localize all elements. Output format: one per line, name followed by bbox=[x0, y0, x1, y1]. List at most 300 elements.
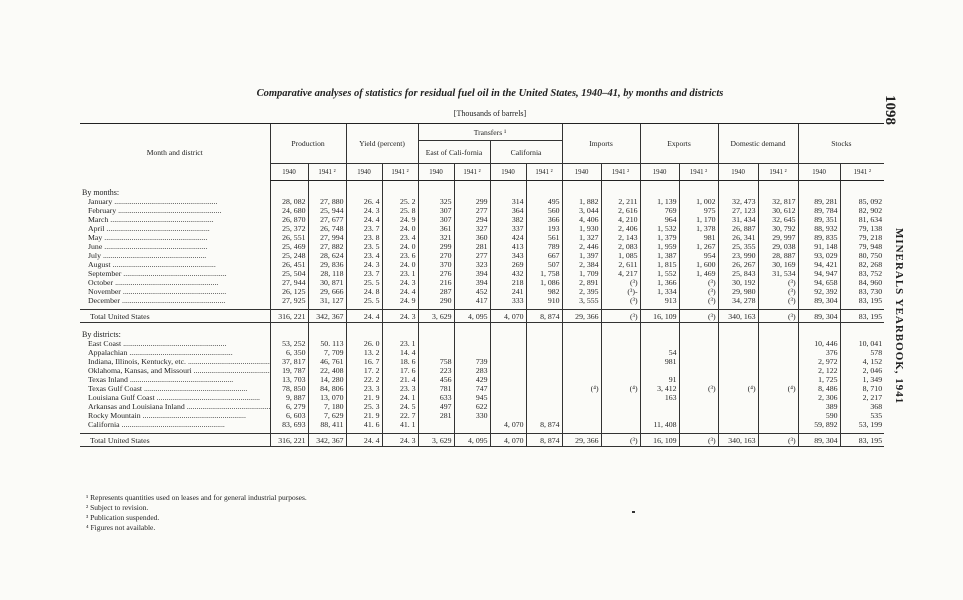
cell-value: 2, 406 bbox=[601, 224, 640, 233]
cell-value: 27, 123 bbox=[718, 206, 758, 215]
cell-value: 25. 5 bbox=[346, 278, 382, 287]
cell-value: 3, 629 bbox=[418, 310, 454, 323]
cell-value: 24. 3 bbox=[382, 278, 418, 287]
cell-value bbox=[490, 366, 526, 375]
cell-value bbox=[562, 420, 601, 429]
cell-value: 29, 836 bbox=[308, 260, 346, 269]
cell-value: 667 bbox=[526, 251, 562, 260]
year-header: 1940 bbox=[562, 164, 601, 181]
cell-value: 4, 210 bbox=[601, 215, 640, 224]
cell-value bbox=[758, 375, 798, 384]
cell-value: 32, 645 bbox=[758, 215, 798, 224]
cell-value: (³) bbox=[679, 384, 718, 393]
cell-value: 340, 163 bbox=[718, 310, 758, 323]
cell-value: 2, 306 bbox=[798, 393, 840, 402]
cell-value: 17. 2 bbox=[346, 366, 382, 375]
cell-value: 30, 192 bbox=[718, 278, 758, 287]
cell-value: 24. 3 bbox=[346, 206, 382, 215]
cell-value: 389 bbox=[798, 402, 840, 411]
cell-value: 32, 817 bbox=[758, 197, 798, 206]
cell-value bbox=[490, 393, 526, 402]
row-label: Arkansas and Louisiana Inland ..... bbox=[80, 402, 270, 411]
year-header: 1940 bbox=[718, 164, 758, 181]
cell-value: 982 bbox=[526, 287, 562, 296]
months-total-row bbox=[80, 310, 884, 323]
cell-value bbox=[718, 393, 758, 402]
cell-value: 417 bbox=[454, 296, 490, 305]
cell-value: 25. 2 bbox=[382, 197, 418, 206]
cell-value: 24. 8 bbox=[346, 287, 382, 296]
cell-value: 41. 6 bbox=[346, 420, 382, 429]
cell-value: 294 bbox=[454, 215, 490, 224]
row-label: February ..... bbox=[80, 206, 270, 215]
cell-value bbox=[718, 375, 758, 384]
cell-value: 316, 221 bbox=[270, 434, 308, 447]
cell-value bbox=[640, 411, 679, 420]
districts-total-row bbox=[80, 434, 884, 447]
cell-value: 16, 109 bbox=[640, 310, 679, 323]
cell-value: 23. 1 bbox=[382, 339, 418, 348]
cell-value: 23. 6 bbox=[382, 251, 418, 260]
cell-value bbox=[718, 402, 758, 411]
cell-value bbox=[526, 375, 562, 384]
cell-value: 46, 761 bbox=[308, 357, 346, 366]
cell-value bbox=[679, 339, 718, 348]
cell-value bbox=[490, 339, 526, 348]
district-row bbox=[80, 393, 884, 402]
cell-value: (⁴) bbox=[758, 384, 798, 393]
cell-value bbox=[718, 357, 758, 366]
header-exports: Exports bbox=[640, 124, 718, 164]
cell-value: 27, 677 bbox=[308, 215, 346, 224]
cell-value: 758 bbox=[418, 357, 454, 366]
cell-value: 25. 8 bbox=[382, 206, 418, 215]
cell-value: 1, 959 bbox=[640, 242, 679, 251]
year-header: 1940 bbox=[346, 164, 382, 181]
cell-value: 964 bbox=[640, 215, 679, 224]
cell-value bbox=[526, 357, 562, 366]
cell-value bbox=[562, 357, 601, 366]
cell-value: 8, 710 bbox=[840, 384, 884, 393]
cell-value: 30, 169 bbox=[758, 260, 798, 269]
year-header: 1941 ² bbox=[601, 164, 640, 181]
cell-value: 25, 944 bbox=[308, 206, 346, 215]
cell-value: 163 bbox=[640, 393, 679, 402]
cell-value: 24. 4 bbox=[382, 287, 418, 296]
cell-value bbox=[454, 420, 490, 429]
cell-value: 1, 139 bbox=[640, 197, 679, 206]
cell-value: 23. 1 bbox=[382, 269, 418, 278]
cell-value: (³) bbox=[679, 434, 718, 447]
cell-value bbox=[679, 348, 718, 357]
cell-value: 27, 925 bbox=[270, 296, 308, 305]
running-head: MINERALS YEARBOOK, 1941 bbox=[893, 228, 905, 405]
cell-value: 1, 469 bbox=[679, 269, 718, 278]
cell-value: (³) bbox=[758, 287, 798, 296]
cell-value: 94, 947 bbox=[798, 269, 840, 278]
cell-value: 91 bbox=[640, 375, 679, 384]
cell-value: 2, 611 bbox=[601, 260, 640, 269]
cell-value: (⁴) bbox=[601, 384, 640, 393]
cell-value: (³) bbox=[679, 287, 718, 296]
cell-value: 24. 3 bbox=[382, 310, 418, 323]
cell-value: 24. 5 bbox=[382, 402, 418, 411]
cell-value: 25, 469 bbox=[270, 242, 308, 251]
cell-value: 89, 784 bbox=[798, 206, 840, 215]
cell-value bbox=[562, 348, 601, 357]
cell-value: 84, 806 bbox=[308, 384, 346, 393]
cell-value: (³) bbox=[758, 296, 798, 305]
cell-value: 24. 4 bbox=[346, 434, 382, 447]
cell-value: 53, 252 bbox=[270, 339, 308, 348]
cell-value bbox=[526, 366, 562, 375]
cell-value: (³)- bbox=[601, 287, 640, 296]
cell-value: 276 bbox=[418, 269, 454, 278]
district-row bbox=[80, 402, 884, 411]
cell-value: 24. 3 bbox=[346, 260, 382, 269]
cell-value: 1, 267 bbox=[679, 242, 718, 251]
month-row bbox=[80, 260, 884, 269]
cell-value: 30, 871 bbox=[308, 278, 346, 287]
cell-value: 497 bbox=[418, 402, 454, 411]
district-row bbox=[80, 357, 884, 366]
cell-value: 633 bbox=[418, 393, 454, 402]
cell-value: 3, 629 bbox=[418, 434, 454, 447]
cell-value: 8, 874 bbox=[526, 420, 562, 429]
cell-value: 1, 552 bbox=[640, 269, 679, 278]
cell-value: 277 bbox=[454, 251, 490, 260]
cell-value: 8, 874 bbox=[526, 310, 562, 323]
cell-value: 19, 787 bbox=[270, 366, 308, 375]
cell-value: 342, 367 bbox=[308, 434, 346, 447]
cell-value: 29, 980 bbox=[718, 287, 758, 296]
cell-value: 21. 4 bbox=[382, 375, 418, 384]
cell-value: 26. 0 bbox=[346, 339, 382, 348]
cell-value: (³) bbox=[601, 310, 640, 323]
cell-value: 89, 304 bbox=[798, 296, 840, 305]
cell-value: 28, 118 bbox=[308, 269, 346, 278]
year-header: 1940 bbox=[798, 164, 840, 181]
cell-value: 23. 7 bbox=[346, 224, 382, 233]
cell-value: 337 bbox=[490, 224, 526, 233]
cell-value bbox=[679, 357, 718, 366]
cell-value: 622 bbox=[454, 402, 490, 411]
cell-value: 361 bbox=[418, 224, 454, 233]
cell-value: 2, 046 bbox=[840, 366, 884, 375]
cell-value bbox=[601, 339, 640, 348]
cell-value: 78, 850 bbox=[270, 384, 308, 393]
year-header: 1940 bbox=[418, 164, 454, 181]
cell-value: 80, 750 bbox=[840, 251, 884, 260]
cell-value: 25, 355 bbox=[718, 242, 758, 251]
cell-value: 22. 7 bbox=[382, 411, 418, 420]
cell-value bbox=[562, 393, 601, 402]
cell-value: 83, 730 bbox=[840, 287, 884, 296]
cell-value: 29, 666 bbox=[308, 287, 346, 296]
cell-value: 382 bbox=[490, 215, 526, 224]
page-number: 1098 bbox=[882, 95, 898, 125]
footnote-3: ³ Publication suspended. bbox=[86, 513, 160, 522]
cell-value: (³) bbox=[679, 278, 718, 287]
row-label: December ..... bbox=[80, 296, 270, 305]
cell-value: 79, 948 bbox=[840, 242, 884, 251]
cell-value: 23. 5 bbox=[346, 242, 382, 251]
cell-value: 2, 616 bbox=[601, 206, 640, 215]
cell-value: 1, 366 bbox=[640, 278, 679, 287]
cell-value: 24. 1 bbox=[382, 393, 418, 402]
cell-value: 910 bbox=[526, 296, 562, 305]
cell-value: 4, 152 bbox=[840, 357, 884, 366]
cell-value: 26, 551 bbox=[270, 233, 308, 242]
cell-value: 277 bbox=[454, 206, 490, 215]
cell-value: 25. 3 bbox=[346, 402, 382, 411]
cell-value: 31, 127 bbox=[308, 296, 346, 305]
row-label: Indiana, Illinois, Kentucky, etc. ..... bbox=[80, 357, 270, 366]
cell-value: 432 bbox=[490, 269, 526, 278]
cell-value bbox=[526, 393, 562, 402]
cell-value: 41. 1 bbox=[382, 420, 418, 429]
cell-value: 88, 411 bbox=[308, 420, 346, 429]
cell-value: 789 bbox=[526, 242, 562, 251]
cell-value: (³) bbox=[601, 278, 640, 287]
cell-value: 25, 843 bbox=[718, 269, 758, 278]
months-heading: By months: bbox=[82, 188, 120, 197]
cell-value: 1, 725 bbox=[798, 375, 840, 384]
cell-value: 25, 504 bbox=[270, 269, 308, 278]
cell-value: 31, 534 bbox=[758, 269, 798, 278]
cell-value: 270 bbox=[418, 251, 454, 260]
row-label: October ..... bbox=[80, 278, 270, 287]
cell-value: 1, 532 bbox=[640, 224, 679, 233]
cell-value: 1, 758 bbox=[526, 269, 562, 278]
cell-value: 16. 7 bbox=[346, 357, 382, 366]
cell-value: 7, 709 bbox=[308, 348, 346, 357]
cell-value: 314 bbox=[490, 197, 526, 206]
header-imports: Imports bbox=[562, 124, 640, 164]
cell-value: 28, 887 bbox=[758, 251, 798, 260]
row-label: Appalachian ..... bbox=[80, 348, 270, 357]
cell-value: 241 bbox=[490, 287, 526, 296]
cell-value: 10, 446 bbox=[798, 339, 840, 348]
cell-value: 14. 4 bbox=[382, 348, 418, 357]
cell-value: 26, 870 bbox=[270, 215, 308, 224]
cell-value: 21. 9 bbox=[346, 393, 382, 402]
cell-value: 560 bbox=[526, 206, 562, 215]
cell-value: 283 bbox=[454, 366, 490, 375]
cell-value: 83, 195 bbox=[840, 310, 884, 323]
district-row bbox=[80, 375, 884, 384]
year-header: 1941 ² bbox=[679, 164, 718, 181]
cell-value: 84, 960 bbox=[840, 278, 884, 287]
cell-value: 1, 327 bbox=[562, 233, 601, 242]
footnote-4: ⁴ Figures not available. bbox=[86, 523, 156, 532]
cell-value: 981 bbox=[679, 233, 718, 242]
cell-value: 1, 387 bbox=[640, 251, 679, 260]
row-label: January ..... bbox=[80, 197, 270, 206]
cell-value: 781 bbox=[418, 384, 454, 393]
row-label: East Coast ..... bbox=[80, 339, 270, 348]
cell-value bbox=[418, 339, 454, 348]
cell-value: (³) bbox=[758, 310, 798, 323]
cell-value: (³) bbox=[679, 310, 718, 323]
cell-value: 26, 267 bbox=[718, 260, 758, 269]
cell-value: 2, 083 bbox=[601, 242, 640, 251]
cell-value: 1, 085 bbox=[601, 251, 640, 260]
cell-value: 3, 044 bbox=[562, 206, 601, 215]
cell-value: 22. 2 bbox=[346, 375, 382, 384]
row-label: California ..... bbox=[80, 420, 270, 429]
cell-value: 1, 709 bbox=[562, 269, 601, 278]
cell-value: 578 bbox=[840, 348, 884, 357]
cell-value: 535 bbox=[840, 411, 884, 420]
cell-value: 23. 4 bbox=[346, 251, 382, 260]
cell-value bbox=[758, 393, 798, 402]
cell-value bbox=[718, 339, 758, 348]
cell-value: 13, 070 bbox=[308, 393, 346, 402]
cell-value: 299 bbox=[454, 197, 490, 206]
cell-value bbox=[718, 411, 758, 420]
cell-value: (³) bbox=[601, 434, 640, 447]
cell-value: 50. 113 bbox=[308, 339, 346, 348]
row-label: Louisiana Gulf Coast ..... bbox=[80, 393, 270, 402]
cell-value: 4, 095 bbox=[454, 434, 490, 447]
header-transfers: Transfers ¹ bbox=[418, 124, 562, 141]
cell-value: 4, 070 bbox=[490, 434, 526, 447]
cell-value bbox=[526, 402, 562, 411]
cell-value: 1, 349 bbox=[840, 375, 884, 384]
cell-value: 2, 211 bbox=[601, 197, 640, 206]
cell-value: 6, 279 bbox=[270, 402, 308, 411]
cell-value bbox=[490, 375, 526, 384]
cell-value: 325 bbox=[418, 197, 454, 206]
cell-value: 25. 5 bbox=[346, 296, 382, 305]
cell-value bbox=[640, 339, 679, 348]
cell-value: 1, 170 bbox=[679, 215, 718, 224]
cell-value: 79, 138 bbox=[840, 224, 884, 233]
stray-mark bbox=[632, 511, 635, 513]
header-production: Production bbox=[270, 124, 346, 164]
row-label: September ..... bbox=[80, 269, 270, 278]
cell-value: 330 bbox=[454, 411, 490, 420]
district-row bbox=[80, 420, 884, 429]
cell-value: 370 bbox=[418, 260, 454, 269]
cell-value bbox=[758, 339, 798, 348]
cell-value: 193 bbox=[526, 224, 562, 233]
cell-value: 27, 882 bbox=[308, 242, 346, 251]
cell-value bbox=[601, 357, 640, 366]
year-header: 1941 ² bbox=[454, 164, 490, 181]
cell-value: 83, 752 bbox=[840, 269, 884, 278]
row-label: March ..... bbox=[80, 215, 270, 224]
cell-value bbox=[679, 375, 718, 384]
cell-value: 590 bbox=[798, 411, 840, 420]
cell-value: (³) bbox=[601, 296, 640, 305]
cell-value: 94, 658 bbox=[798, 278, 840, 287]
cell-value: 2, 891 bbox=[562, 278, 601, 287]
month-row bbox=[80, 287, 884, 296]
cell-value: 747 bbox=[454, 384, 490, 393]
cell-value: 22, 408 bbox=[308, 366, 346, 375]
cell-value: 91, 148 bbox=[798, 242, 840, 251]
cell-value: 6, 603 bbox=[270, 411, 308, 420]
cell-value: 456 bbox=[418, 375, 454, 384]
cell-value: 429 bbox=[454, 375, 490, 384]
year-header: 1940 bbox=[270, 164, 308, 181]
row-label: Total United States bbox=[80, 310, 270, 323]
districts-heading: By districts: bbox=[82, 330, 121, 339]
cell-value: 26, 341 bbox=[718, 233, 758, 242]
cell-value bbox=[418, 348, 454, 357]
header-east-of-california: East of Cali-fornia bbox=[418, 141, 490, 164]
cell-value bbox=[758, 348, 798, 357]
month-row bbox=[80, 269, 884, 278]
cell-value: 24. 0 bbox=[382, 242, 418, 251]
row-label: May ..... bbox=[80, 233, 270, 242]
cell-value bbox=[418, 420, 454, 429]
cell-value bbox=[490, 384, 526, 393]
cell-value: 1, 882 bbox=[562, 197, 601, 206]
cell-value: 24. 4 bbox=[346, 215, 382, 224]
cell-value: 8, 874 bbox=[526, 434, 562, 447]
cell-value bbox=[718, 366, 758, 375]
cell-value: 59, 892 bbox=[798, 420, 840, 429]
cell-value: 290 bbox=[418, 296, 454, 305]
cell-value: 4, 217 bbox=[601, 269, 640, 278]
year-header: 1941 ² bbox=[526, 164, 562, 181]
cell-value: 11, 408 bbox=[640, 420, 679, 429]
cell-value bbox=[718, 348, 758, 357]
cell-value: 3, 555 bbox=[562, 296, 601, 305]
cell-value: 561 bbox=[526, 233, 562, 242]
cell-value: 424 bbox=[490, 233, 526, 242]
cell-value: 299 bbox=[418, 242, 454, 251]
cell-value: 32, 473 bbox=[718, 197, 758, 206]
cell-value: 7, 180 bbox=[308, 402, 346, 411]
cell-value: 1, 815 bbox=[640, 260, 679, 269]
cell-value: 13, 703 bbox=[270, 375, 308, 384]
cell-value: 945 bbox=[454, 393, 490, 402]
cell-value: 316, 221 bbox=[270, 310, 308, 323]
cell-value: 366 bbox=[526, 215, 562, 224]
cell-value: 28, 082 bbox=[270, 197, 308, 206]
cell-value: 281 bbox=[454, 242, 490, 251]
footnote-1: ¹ Represents quantities used on leases and for general industrial purposes. bbox=[86, 493, 307, 502]
table-subtitle: [Thousands of barrels] bbox=[453, 109, 527, 118]
cell-value: 27, 944 bbox=[270, 278, 308, 287]
header-month-district: Month and district bbox=[80, 124, 270, 181]
cell-value: 7, 629 bbox=[308, 411, 346, 420]
year-header: 1941 ² bbox=[758, 164, 798, 181]
cell-value: 2, 122 bbox=[798, 366, 840, 375]
cell-value: 23. 4 bbox=[382, 233, 418, 242]
cell-value: 1, 600 bbox=[679, 260, 718, 269]
cell-value: 360 bbox=[454, 233, 490, 242]
cell-value: 26, 887 bbox=[718, 224, 758, 233]
cell-value: 53, 199 bbox=[840, 420, 884, 429]
cell-value: 29, 366 bbox=[562, 434, 601, 447]
cell-value: 17. 6 bbox=[382, 366, 418, 375]
cell-value: 281 bbox=[418, 411, 454, 420]
cell-value bbox=[526, 411, 562, 420]
cell-value bbox=[758, 357, 798, 366]
year-header: 1940 bbox=[640, 164, 679, 181]
cell-value bbox=[640, 366, 679, 375]
cell-value: 24. 0 bbox=[382, 260, 418, 269]
cell-value: 2, 384 bbox=[562, 260, 601, 269]
month-row bbox=[80, 233, 884, 242]
cell-value: 2, 143 bbox=[601, 233, 640, 242]
cell-value: 9, 887 bbox=[270, 393, 308, 402]
